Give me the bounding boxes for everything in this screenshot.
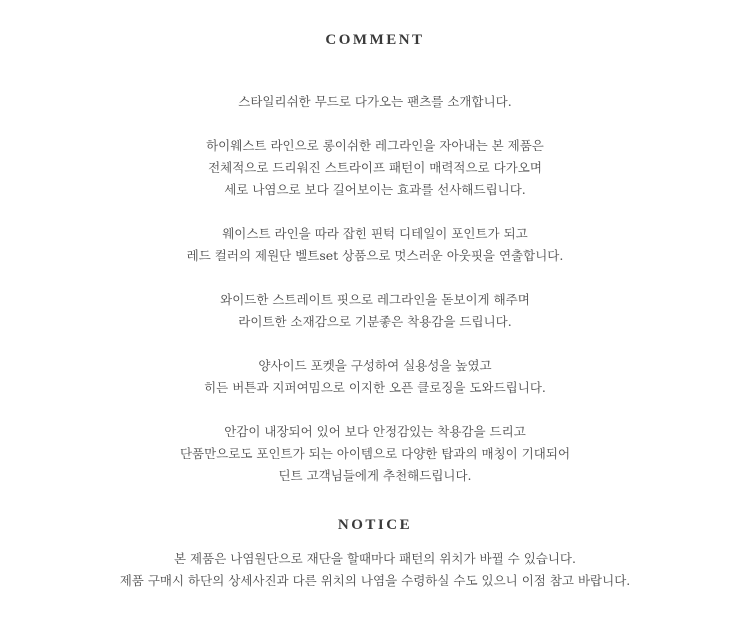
comment-paragraph-lining — [0, 421, 750, 487]
notice-body — [0, 548, 750, 592]
comment-line: 와이드한 스트레이트 핏으로 레그라인을 돋보이게 해주며 — [220, 292, 530, 307]
comment-paragraph-intro — [0, 91, 750, 113]
comment-line: 레드 컬러의 제원단 벨트set 상품으로 멋스러운 아웃핏을 연출합니다. — [186, 248, 564, 263]
comment-line: 양사이드 포켓을 구성하여 실용성을 높였고 — [258, 358, 492, 373]
comment-line: 라이트한 소재감으로 기분좋은 착용감을 드립니다. — [238, 314, 512, 329]
comment-line: 딘트 고객님들에게 추천해드립니다. — [278, 468, 472, 483]
comment-line: 전체적으로 드리워진 스트라이프 패턴이 매력적으로 다가오며 — [208, 160, 542, 175]
comment-paragraph-pintuck — [0, 223, 750, 267]
comment-line: 하이웨스트 라인으로 롱이쉬한 레그라인을 자아내는 본 제품은 — [206, 138, 544, 153]
notice-heading: NOTICE — [337, 517, 413, 533]
comment-line: 스타일리쉬한 무드로 다가오는 팬츠를 소개합니다. — [238, 94, 512, 109]
comment-heading: COMMENT — [325, 32, 425, 48]
comment-line: 웨이스트 라인을 따라 잡힌 핀턱 디테일이 포인트가 되고 — [222, 226, 528, 241]
comment-line: 히든 버튼과 지퍼여밈으로 이지한 오픈 클로징을 도와드립니다. — [204, 380, 546, 395]
comment-body — [0, 91, 750, 487]
notice-line: 본 제품은 나염원단으로 재단을 할때마다 패턴의 위치가 바뀔 수 있습니다. — [174, 551, 576, 566]
comment-line: 단품만으로도 포인트가 되는 아이템으로 다양한 탑과의 매칭이 기대되어 — [179, 446, 571, 461]
notice-line: 제품 구매시 하단의 상세사진과 다른 위치의 나염을 수령하실 수도 있으니 이점 참고 바랍니다. — [119, 573, 631, 588]
comment-line: 안감이 내장되어 있어 보다 안정감있는 착용감을 드리고 — [224, 424, 526, 439]
comment-paragraph-pockets — [0, 355, 750, 399]
comment-paragraph-fit — [0, 289, 750, 333]
comment-paragraph-high-waist — [0, 135, 750, 201]
comment-line: 세로 나염으로 보다 길어보이는 효과를 선사해드립니다. — [224, 182, 526, 197]
